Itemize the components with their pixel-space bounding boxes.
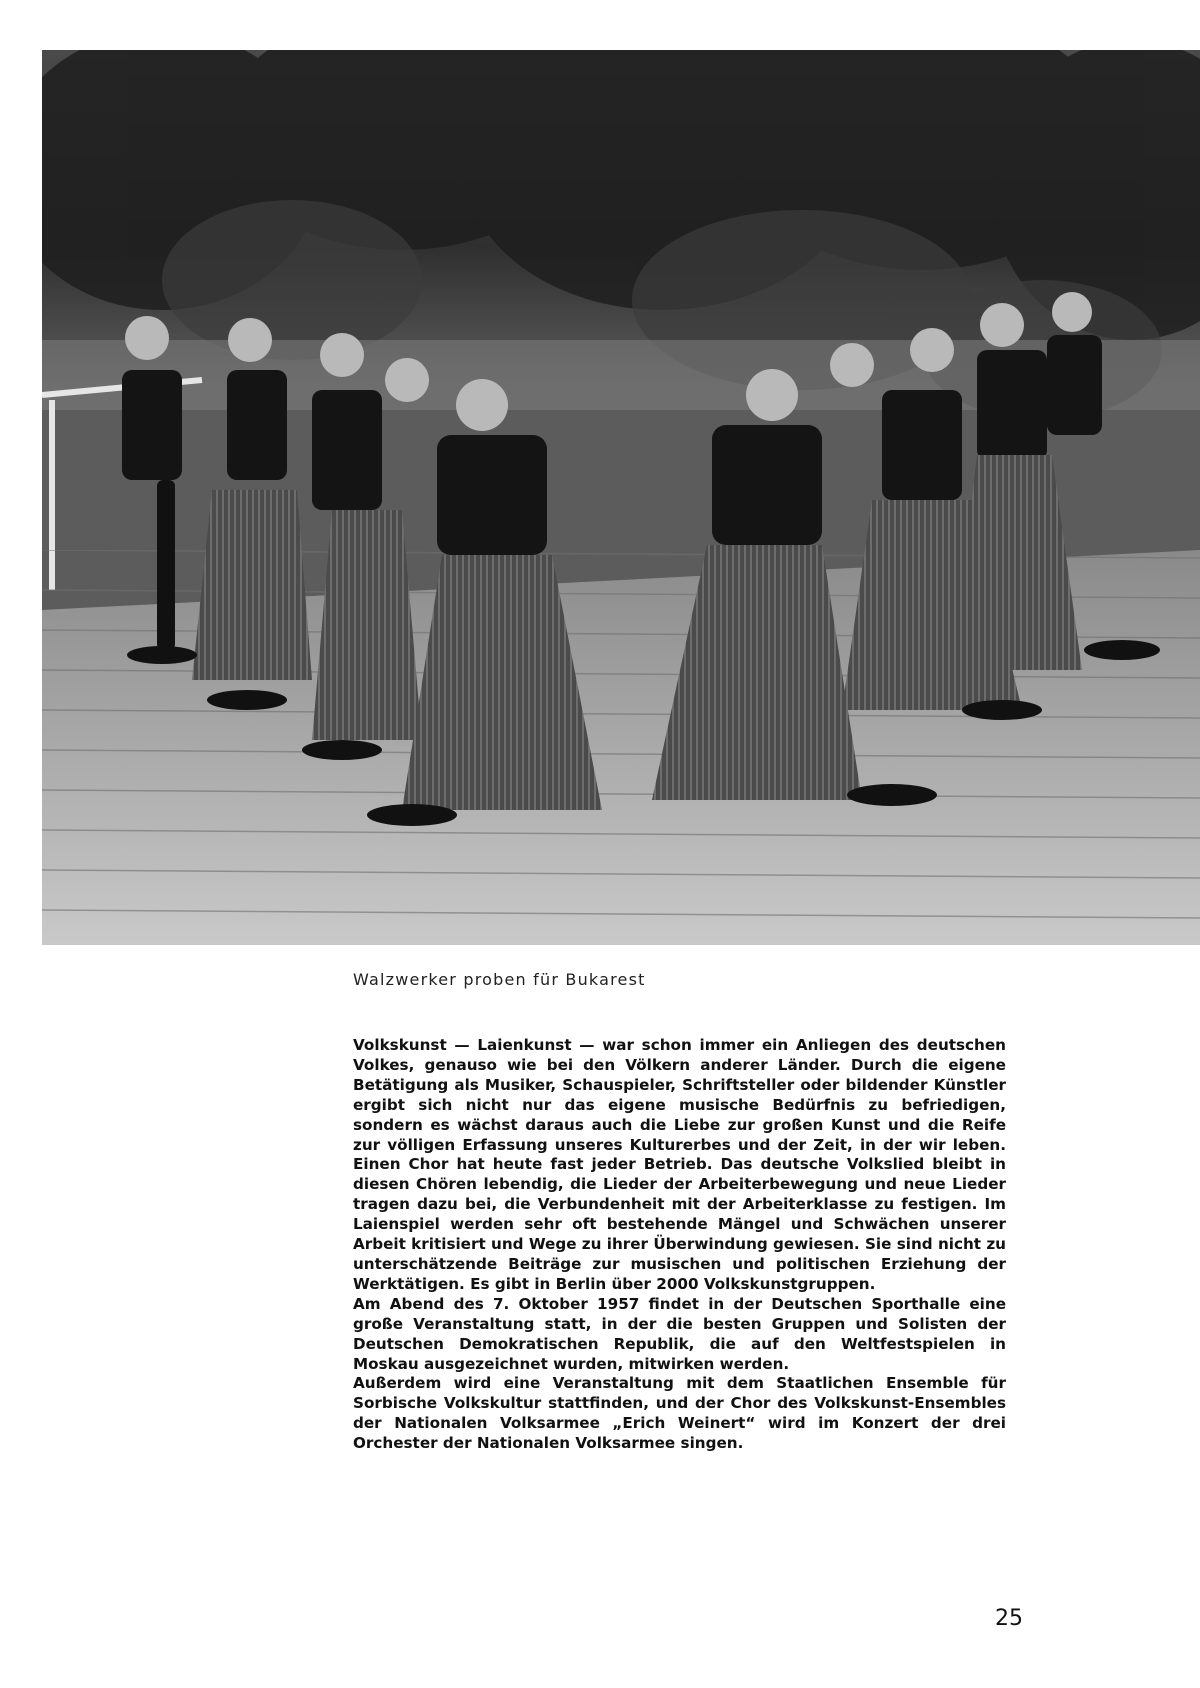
page-number: 25: [995, 1606, 1023, 1631]
article-body: [353, 1036, 1006, 1454]
article-paragraph: Am Abend des 7. Oktober 1957 findet in der Deutschen Sporthalle eine große Veranstaltung statt, in der die besten Gruppen und Solisten der Deutschen Demokratischen Republik, die auf den Weltfestspielen in Moskau ausgezeichnet wurden, mitwirken werden.: [353, 1294, 1006, 1373]
photo-caption: Walzwerker proben für Bukarest: [353, 970, 646, 989]
article-paragraph: Außerdem wird eine Veranstaltung mit dem Staatlichen Ensemble für Sorbische Volkskultur stattfinden, und der Chor des Volkskunst-Ensembles der Nationalen Volksarmee „Erich Weinert“ wird im Konzert der drei Orchester der Nationalen Volksarmee singen.: [353, 1374, 1006, 1453]
dance-group-photo: [42, 50, 1200, 945]
article-paragraph: Volkskunst — Laienkunst — war schon immer ein Anliegen des deutschen Volkes, genauso wie bei den Völkern anderer Länder. Durch die eigene Betätigung als Musiker, Schauspieler, Schriftsteller oder bildender Künstler ergibt sich nicht nur das eigene musische Bedürfnis zu befriedigen, sondern es wächst daraus auch die Liebe zur großen Kunst und die Reife zur völligen Erfassung unseres Kulturerbes und der Zeit, in der wir leben. Einen Chor hat heute fast jeder Betrieb. Das deutsche Volkslied bleibt in diesen Chören lebendig, die Lieder der Arbeiterbewegung und neue Lieder tragen dazu bei, die Verbundenheit mit der Arbeiterklasse zu festigen. Im Laienspiel werden sehr oft bestehende Mängel und Schwächen unserer Arbeit kritisiert und Wege zu ihrer Überwindung gewiesen. Sie sind nicht zu unterschätzende Beiträge zur musischen und politischen Erziehung der Werktätigen. Es gibt in Berlin über 2000 Volkskunstgruppen.: [353, 1036, 1006, 1293]
dance-group-photo-drawing: [42, 50, 1200, 945]
